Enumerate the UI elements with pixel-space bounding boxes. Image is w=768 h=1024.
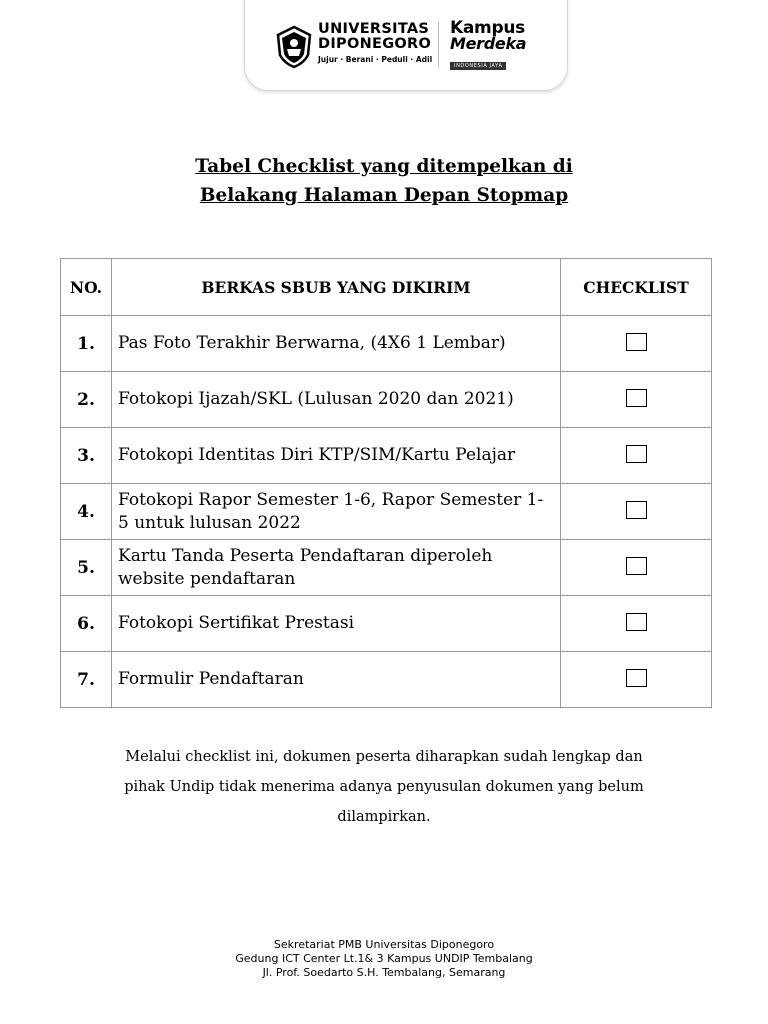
row-checklist-cell [561, 484, 712, 540]
note-line1: Melalui checklist ini, dokumen peserta diharapkan sudah lengkap dan [125, 749, 643, 765]
table-row [61, 596, 712, 652]
checkbox[interactable] [626, 557, 647, 575]
row-checklist-cell [561, 652, 712, 708]
logo-divider [438, 22, 439, 68]
checkbox[interactable] [626, 445, 647, 463]
document-title-line2: Belakang Halaman Depan Stopmap [199, 185, 569, 206]
table-row [61, 652, 712, 708]
row-document: Fotokopi Identitas Diri KTP/SIM/Kartu Pelajar [112, 428, 561, 484]
table-row [61, 372, 712, 428]
row-checklist-cell [561, 372, 712, 428]
row-number: 4. [61, 484, 112, 540]
kampus-logo-line2: Merdeka [450, 34, 527, 53]
document-title-line1: Tabel Checklist yang ditempelkan di [195, 156, 573, 177]
row-document: Formulir Pendaftaran [112, 652, 561, 708]
checkbox[interactable] [626, 613, 647, 631]
row-document: Fotokopi Rapor Semester 1-6, Rapor Semester 1- 5 untuk lulusan 2022 [112, 484, 561, 540]
university-name-line1: UNIVERSITAS [318, 21, 430, 37]
kampus-merdeka-logo [450, 20, 526, 71]
note-line2: pihak Undip tidak menerima adanya penyusulan dokumen yang belum [124, 779, 644, 795]
undip-seal-icon [274, 25, 314, 69]
row-document: Pas Foto Terakhir Berwarna, (4X6 1 Lembar) [112, 316, 561, 372]
row-checklist-cell [561, 596, 712, 652]
row-document: Kartu Tanda Peserta Pendaftaran diperoleh website pendaftaran [112, 540, 561, 596]
kampus-logo-line1: Kampus [450, 18, 525, 38]
row-number: 6. [61, 596, 112, 652]
table-row [61, 316, 712, 372]
kampus-logo-tagline: INDONESIA JAYA [450, 62, 506, 70]
header-document: BERKAS SBUB YANG DIKIRIM [112, 259, 561, 316]
header-checklist: CHECKLIST [561, 259, 712, 316]
row-number: 1. [61, 316, 112, 372]
checklist-table [60, 258, 712, 708]
university-wordmark [318, 22, 432, 64]
checkbox[interactable] [626, 389, 647, 407]
row-document: Fotokopi Sertifikat Prestasi [112, 596, 561, 652]
checkbox[interactable] [626, 501, 647, 519]
row-document: Fotokopi Ijazah/SKL (Lulusan 2020 dan 2021) [112, 372, 561, 428]
table-header-row [61, 259, 712, 316]
footer-line3: Jl. Prof. Soedarto S.H. Tembalang, Semarang [262, 966, 506, 979]
header-no: NO. [61, 259, 112, 316]
row-checklist-cell [561, 428, 712, 484]
row-checklist-cell [561, 316, 712, 372]
row-checklist-cell [561, 540, 712, 596]
footer-line2: Gedung ICT Center Lt.1& 3 Kampus UNDIP Tembalang [235, 952, 533, 965]
table-row [61, 428, 712, 484]
checkbox[interactable] [626, 669, 647, 687]
footer-address [0, 938, 768, 980]
row-number: 5. [61, 540, 112, 596]
table-row [61, 484, 712, 540]
completeness-note [50, 742, 718, 832]
note-line3: dilampirkan. [337, 809, 431, 825]
university-name-line2: DIPONEGORO [318, 36, 432, 52]
row-number: 2. [61, 372, 112, 428]
row-number: 3. [61, 428, 112, 484]
table-row [61, 540, 712, 596]
university-motto: Jujur · Berani · Peduli · Adil [318, 55, 433, 64]
footer-line1: Sekretariat PMB Universitas Diponegoro [273, 938, 495, 951]
checkbox[interactable] [626, 333, 647, 351]
row-number: 7. [61, 652, 112, 708]
